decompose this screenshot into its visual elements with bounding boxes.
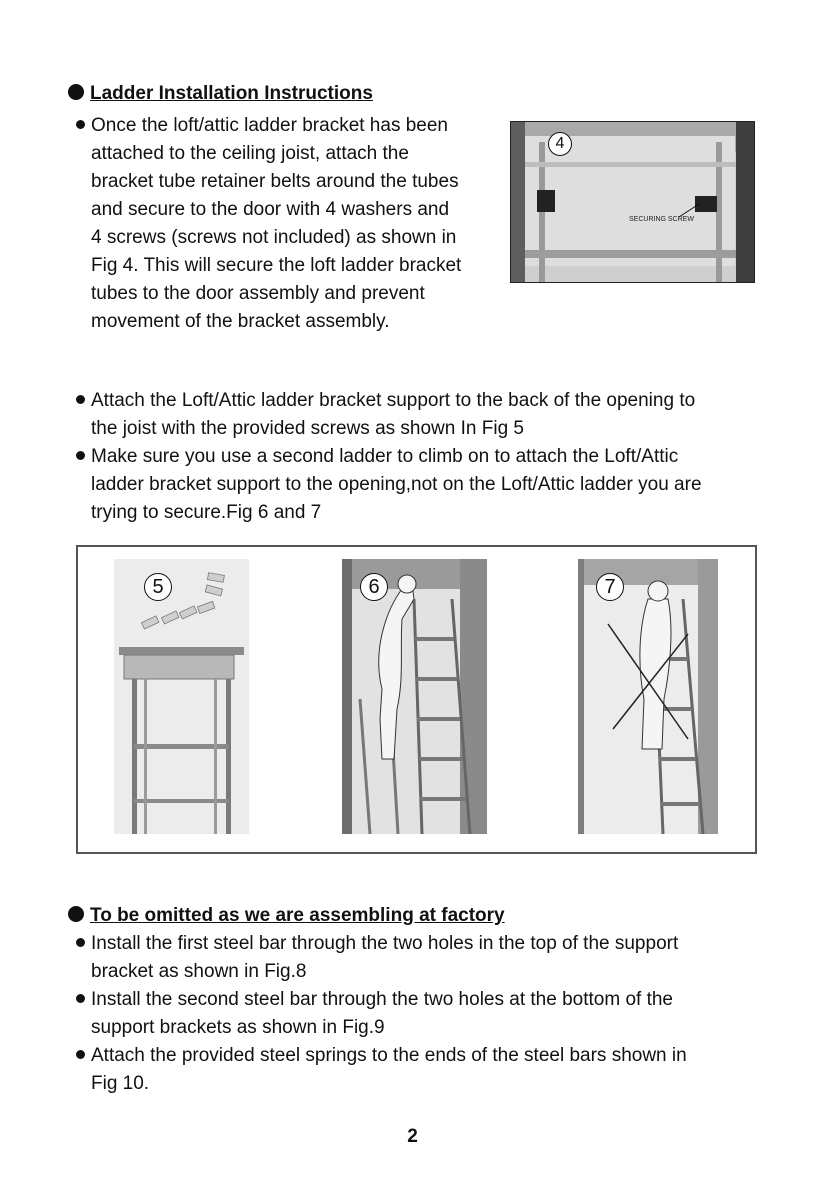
paragraph-bracket-belts [91,112,461,336]
text-line [91,387,702,415]
bullet-icon [76,1050,85,1059]
figure-4-photo [510,121,755,283]
figure-5-number: 5 [144,573,172,601]
bullet-icon [76,120,85,129]
text-line-content: Install the first steel bar through the two holes in the top of the support [91,933,679,954]
paragraph-attach-support [91,387,702,527]
paragraph-steel-bars [91,930,687,1098]
figure-4-caption: SECURING SCREW [629,216,694,223]
text-line: support brackets as shown in Fig.9 [91,1017,385,1038]
text-line [91,1042,687,1070]
text-line-content: Attach the Loft/Attic ladder bracket support to the back of the opening to [91,390,696,411]
heading-bullet-icon [68,906,84,922]
text-line: and secure to the door with 4 washers and [91,199,450,220]
figure-7-number: 7 [596,573,624,601]
figure-7-illustration [578,559,718,834]
text-line: 4 screws (screws not included) as shown in [91,227,457,248]
heading-text: To be omitted as we are assembling at factory [90,905,505,926]
text-line-content: Make sure you use a second ladder to climb on to attach the Loft/Attic [91,446,679,467]
section-heading-installation [68,83,373,105]
text-line: bracket tube retainer belts around the tubes [91,171,459,192]
text-line [91,986,687,1014]
figure-7-panel [578,559,718,834]
text-line [91,443,702,471]
bullet-icon [76,395,85,404]
text-line: attached to the ceiling joist, attach the [91,143,409,164]
figure-4-number: 4 [548,132,572,156]
bullet-icon [76,451,85,460]
text-line: trying to secure.Fig 6 and 7 [91,502,322,523]
text-line-content: Install the second steel bar through the two holes at the bottom of the [91,989,673,1010]
section-heading-omitted [68,905,505,927]
text-line: Fig 10. [91,1073,150,1094]
text-line: movement of the bracket assembly. [91,311,390,332]
text-line [91,112,461,140]
figure-5-panel [114,559,249,834]
figure-6-illustration [342,559,487,834]
bullet-icon [76,938,85,947]
figure-6-number: 6 [360,573,388,601]
text-line-content: Attach the provided steel springs to the ends of the steel bars shown in [91,1045,687,1066]
text-line [91,930,687,958]
figures-5-7-box [76,545,757,854]
heading-text: Ladder Installation Instructions [90,83,373,104]
figure-5-illustration [114,559,249,834]
heading-bullet-icon [68,84,84,100]
text-line: the joist with the provided screws as shown In Fig 5 [91,418,524,439]
text-line: Fig 4. This will secure the loft ladder bracket [91,255,462,276]
figure-6-panel [342,559,487,834]
bullet-icon [76,994,85,1003]
text-line: ladder bracket support to the opening,not on the Loft/Attic ladder you are [91,474,702,495]
text-line-content: Once the loft/attic ladder bracket has been [91,115,448,136]
page-number: 2 [407,1126,418,1147]
text-line: tubes to the door assembly and prevent [91,283,425,304]
text-line: bracket as shown in Fig.8 [91,961,307,982]
